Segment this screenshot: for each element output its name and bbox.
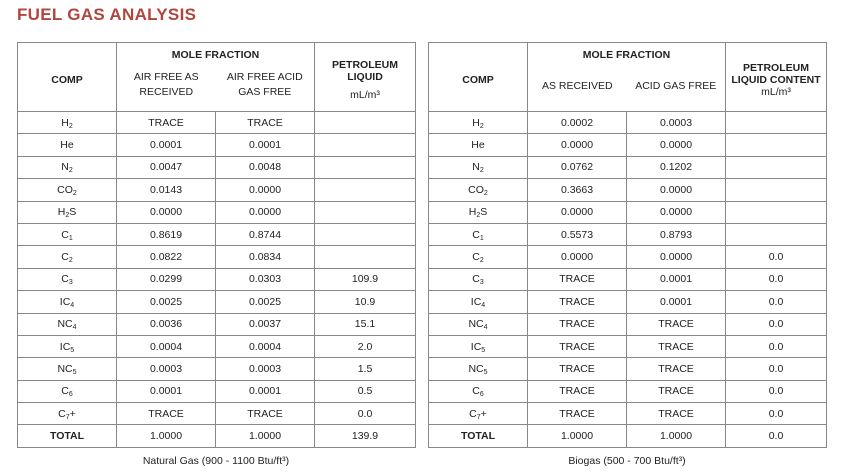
component-symbol: H bbox=[472, 116, 480, 129]
mole-fraction-cell-1: 0.0000 bbox=[528, 246, 627, 268]
petroleum-liquid-cell: 139.9 bbox=[315, 425, 416, 447]
component-symbol: IC bbox=[470, 340, 482, 353]
component-cell bbox=[18, 268, 117, 290]
component-symbol: C bbox=[472, 228, 480, 241]
mole-fraction-cell-2: TRACE bbox=[627, 380, 726, 402]
component-subscript: 3 bbox=[479, 279, 484, 287]
component-symbol: C bbox=[61, 385, 69, 398]
comp-header: COMP bbox=[429, 43, 528, 112]
col-air-free-acid-gas-free: AIR FREE ACID GAS FREE bbox=[216, 67, 315, 112]
component-subscript: 4 bbox=[481, 301, 486, 309]
mole-fraction-cell-2: TRACE bbox=[216, 112, 315, 134]
mole-fraction-cell-1: 0.3663 bbox=[528, 179, 627, 201]
component-subscript: 6 bbox=[68, 391, 73, 399]
comp-header: COMP bbox=[18, 43, 117, 112]
petroleum-liquid-cell bbox=[315, 223, 416, 245]
mole-fraction-cell-2: 0.8793 bbox=[627, 223, 726, 245]
mole-fraction-cell-1: 0.0299 bbox=[117, 268, 216, 290]
petroleum-liquid-cell bbox=[315, 134, 416, 156]
component-subscript: 6 bbox=[479, 391, 484, 399]
component-cell bbox=[18, 425, 117, 447]
table-row bbox=[429, 156, 827, 178]
petroleum-liquid-content-header bbox=[726, 43, 827, 112]
mole-fraction-cell-2: 0.0000 bbox=[216, 179, 315, 201]
mole-fraction-cell-2: 0.0001 bbox=[627, 268, 726, 290]
table-row bbox=[18, 134, 416, 156]
petroleum-liquid-cell: 0.0 bbox=[726, 291, 827, 313]
mole-fraction-cell-2: TRACE bbox=[627, 335, 726, 357]
petroleum-liquid-cell: 0.0 bbox=[315, 403, 416, 425]
component-suffix: S bbox=[480, 206, 488, 219]
table-row bbox=[429, 134, 827, 156]
table-row bbox=[429, 380, 827, 402]
col-as-received: AS RECEIVED bbox=[528, 67, 627, 112]
mole-fraction-cell-2: 0.0003 bbox=[216, 358, 315, 380]
table-row bbox=[18, 380, 416, 402]
component-cell bbox=[18, 201, 117, 223]
total-row bbox=[429, 425, 827, 447]
mole-fraction-cell-2: 1.0000 bbox=[627, 425, 726, 447]
mole-fraction-cell-1: TRACE bbox=[528, 380, 627, 402]
component-subscript: 1 bbox=[479, 234, 484, 242]
table-row bbox=[429, 291, 827, 313]
component-cell bbox=[18, 291, 117, 313]
mole-fraction-cell-1: 0.0001 bbox=[117, 134, 216, 156]
mole-fraction-cell-1: TRACE bbox=[528, 403, 627, 425]
mole-fraction-cell-2: 0.0001 bbox=[627, 291, 726, 313]
component-symbol: CO bbox=[57, 183, 73, 196]
component-symbol: CO bbox=[468, 183, 484, 196]
mole-fraction-cell-2: 0.0000 bbox=[627, 134, 726, 156]
component-cell bbox=[18, 313, 117, 335]
table-row bbox=[429, 112, 827, 134]
mole-fraction-cell-1: 0.0001 bbox=[117, 380, 216, 402]
petroleum-liquid-cell bbox=[315, 156, 416, 178]
table-row bbox=[18, 223, 416, 245]
table-row bbox=[429, 335, 827, 357]
table-row bbox=[429, 201, 827, 223]
component-subscript: 1 bbox=[68, 234, 73, 242]
component-symbol: C bbox=[472, 385, 480, 398]
petroleum-liquid-cell: 0.5 bbox=[315, 380, 416, 402]
component-cell bbox=[18, 134, 117, 156]
table-row bbox=[18, 291, 416, 313]
component-subscript: 4 bbox=[72, 324, 77, 332]
component-symbol: C bbox=[58, 407, 66, 420]
unit-label: mL/m³ bbox=[761, 86, 791, 98]
petroleum-liquid-cell: 0.0 bbox=[726, 268, 827, 290]
component-symbol: IC bbox=[59, 340, 71, 353]
mole-fraction-cell-2: 0.0025 bbox=[216, 291, 315, 313]
table-row bbox=[18, 313, 416, 335]
component-symbol: TOTAL bbox=[49, 430, 85, 443]
table-row bbox=[18, 358, 416, 380]
component-cell bbox=[18, 335, 117, 357]
mole-fraction-header: MOLE FRACTION bbox=[117, 43, 315, 67]
component-suffix: S bbox=[69, 206, 77, 219]
mole-fraction-cell-1: 0.0004 bbox=[117, 335, 216, 357]
natural-gas-caption: Natural Gas (900 - 1100 Btu/ft³) bbox=[142, 455, 290, 467]
component-symbol: H bbox=[468, 206, 477, 219]
mole-fraction-cell-1: 0.0047 bbox=[117, 156, 216, 178]
mole-fraction-cell-2: 0.0003 bbox=[627, 112, 726, 134]
component-symbol: C bbox=[472, 251, 480, 264]
mole-fraction-cell-2: 0.0000 bbox=[627, 179, 726, 201]
mole-fraction-cell-1: 0.8619 bbox=[117, 223, 216, 245]
table-row bbox=[18, 246, 416, 268]
petroleum-liquid-label: PETROLEUM LIQUID bbox=[332, 59, 398, 83]
mole-fraction-cell-2: TRACE bbox=[627, 403, 726, 425]
mole-fraction-cell-2: 0.0000 bbox=[627, 246, 726, 268]
component-subscript: 2 bbox=[479, 257, 484, 265]
component-cell bbox=[429, 358, 528, 380]
col-air-free-as-received: AIR FREE AS RECEIVED bbox=[117, 67, 216, 112]
mole-fraction-cell-2: 0.0001 bbox=[216, 134, 315, 156]
petroleum-liquid-cell bbox=[726, 112, 827, 134]
table-row bbox=[429, 179, 827, 201]
component-cell bbox=[429, 425, 528, 447]
component-cell bbox=[18, 246, 117, 268]
component-subscript: 5 bbox=[70, 346, 75, 354]
mole-fraction-cell-1: 0.0002 bbox=[528, 112, 627, 134]
component-symbol: C bbox=[61, 251, 69, 264]
table-row bbox=[18, 156, 416, 178]
petroleum-liquid-cell: 0.0 bbox=[726, 425, 827, 447]
mole-fraction-cell-2: 0.0303 bbox=[216, 268, 315, 290]
component-cell bbox=[18, 156, 117, 178]
component-symbol: NC bbox=[57, 318, 73, 331]
petroleum-liquid-cell: 0.0 bbox=[726, 358, 827, 380]
petroleum-liquid-cell: 109.9 bbox=[315, 268, 416, 290]
component-subscript: 2 bbox=[65, 212, 70, 220]
mole-fraction-cell-1: TRACE bbox=[117, 403, 216, 425]
component-subscript: 5 bbox=[481, 346, 486, 354]
mole-fraction-cell-2: TRACE bbox=[216, 403, 315, 425]
mole-fraction-cell-2: 0.1202 bbox=[627, 156, 726, 178]
component-cell bbox=[429, 380, 528, 402]
mole-fraction-cell-1: 1.0000 bbox=[117, 425, 216, 447]
mole-fraction-cell-1: TRACE bbox=[528, 358, 627, 380]
biogas-table bbox=[428, 42, 827, 448]
petroleum-liquid-content-label: PETROLEUM LIQUID CONTENT bbox=[731, 62, 821, 86]
biogas-rows bbox=[429, 112, 827, 448]
component-cell bbox=[18, 380, 117, 402]
component-symbol: H bbox=[57, 206, 66, 219]
mole-fraction-cell-2: 0.0834 bbox=[216, 246, 315, 268]
component-cell bbox=[429, 112, 528, 134]
total-row bbox=[18, 425, 416, 447]
petroleum-liquid-cell bbox=[315, 246, 416, 268]
table-row bbox=[18, 179, 416, 201]
petroleum-liquid-cell bbox=[315, 179, 416, 201]
mole-fraction-cell-1: 1.0000 bbox=[528, 425, 627, 447]
table-row bbox=[429, 358, 827, 380]
table-row bbox=[18, 335, 416, 357]
natural-gas-table bbox=[17, 42, 416, 448]
table-row bbox=[429, 223, 827, 245]
table-row bbox=[429, 403, 827, 425]
mole-fraction-cell-1: TRACE bbox=[528, 268, 627, 290]
page-title: FUEL GAS ANALYSIS bbox=[17, 5, 197, 24]
petroleum-liquid-cell bbox=[726, 201, 827, 223]
unit-label: mL/m³ bbox=[350, 89, 380, 101]
component-symbol: N bbox=[472, 161, 480, 174]
mole-fraction-cell-2: 0.0048 bbox=[216, 156, 315, 178]
petroleum-liquid-cell bbox=[726, 179, 827, 201]
mole-fraction-cell-1: 0.0000 bbox=[528, 134, 627, 156]
component-subscript: 5 bbox=[483, 368, 488, 376]
mole-fraction-cell-2: 0.0037 bbox=[216, 313, 315, 335]
mole-fraction-cell-2: 0.0000 bbox=[627, 201, 726, 223]
component-symbol: He bbox=[471, 139, 485, 152]
mole-fraction-cell-1: 0.0000 bbox=[528, 201, 627, 223]
component-subscript: 7 bbox=[476, 413, 481, 421]
component-subscript: 2 bbox=[68, 257, 73, 265]
component-subscript: 5 bbox=[72, 368, 77, 376]
component-cell bbox=[429, 268, 528, 290]
component-cell bbox=[18, 403, 117, 425]
petroleum-liquid-cell: 0.0 bbox=[726, 313, 827, 335]
mole-fraction-cell-1: 0.0000 bbox=[117, 201, 216, 223]
petroleum-liquid-cell bbox=[726, 156, 827, 178]
component-symbol: C bbox=[469, 407, 477, 420]
component-subscript: 2 bbox=[479, 122, 484, 130]
mole-fraction-cell-1: 0.0036 bbox=[117, 313, 216, 335]
petroleum-liquid-cell: 0.0 bbox=[726, 380, 827, 402]
component-cell bbox=[429, 223, 528, 245]
component-subscript: 4 bbox=[70, 301, 75, 309]
petroleum-liquid-cell: 1.5 bbox=[315, 358, 416, 380]
mole-fraction-cell-1: TRACE bbox=[528, 313, 627, 335]
component-symbol: C bbox=[61, 273, 69, 286]
mole-fraction-cell-2: 0.0004 bbox=[216, 335, 315, 357]
component-symbol: C bbox=[61, 228, 69, 241]
component-cell bbox=[429, 201, 528, 223]
component-cell bbox=[429, 291, 528, 313]
component-subscript: 2 bbox=[68, 167, 73, 175]
component-symbol: C bbox=[472, 273, 480, 286]
petroleum-liquid-cell: 0.0 bbox=[726, 403, 827, 425]
component-subscript: 2 bbox=[476, 212, 481, 220]
component-cell bbox=[18, 223, 117, 245]
mole-fraction-cell-1: 0.0822 bbox=[117, 246, 216, 268]
component-symbol: H bbox=[61, 116, 69, 129]
petroleum-liquid-cell bbox=[726, 223, 827, 245]
component-symbol: NC bbox=[468, 318, 484, 331]
component-subscript: 7 bbox=[65, 413, 70, 421]
component-subscript: 3 bbox=[68, 279, 73, 287]
petroleum-liquid-cell: 0.0 bbox=[726, 335, 827, 357]
biogas-caption: Biogas (500 - 700 Btu/ft³) bbox=[568, 455, 686, 467]
mole-fraction-cell-1: TRACE bbox=[117, 112, 216, 134]
component-cell bbox=[429, 335, 528, 357]
mole-fraction-cell-2: 1.0000 bbox=[216, 425, 315, 447]
component-cell bbox=[429, 156, 528, 178]
mole-fraction-header: MOLE FRACTION bbox=[528, 43, 726, 67]
component-cell bbox=[429, 134, 528, 156]
natural-gas-rows bbox=[18, 112, 416, 448]
component-symbol: IC bbox=[470, 295, 482, 308]
mole-fraction-cell-1: 0.0003 bbox=[117, 358, 216, 380]
table-row bbox=[18, 268, 416, 290]
mole-fraction-cell-1: TRACE bbox=[528, 291, 627, 313]
component-cell bbox=[429, 246, 528, 268]
component-cell bbox=[18, 358, 117, 380]
table-row bbox=[18, 112, 416, 134]
petroleum-liquid-cell bbox=[726, 134, 827, 156]
mole-fraction-cell-1: 0.0762 bbox=[528, 156, 627, 178]
petroleum-liquid-cell: 15.1 bbox=[315, 313, 416, 335]
table-row bbox=[18, 201, 416, 223]
component-suffix: + bbox=[69, 407, 76, 420]
component-cell bbox=[429, 403, 528, 425]
petroleum-liquid-cell: 10.9 bbox=[315, 291, 416, 313]
component-symbol: N bbox=[61, 161, 69, 174]
table-row bbox=[429, 313, 827, 335]
table-row bbox=[429, 246, 827, 268]
component-cell bbox=[18, 179, 117, 201]
petroleum-liquid-cell: 0.0 bbox=[726, 246, 827, 268]
component-subscript: 2 bbox=[483, 189, 488, 197]
mole-fraction-cell-2: TRACE bbox=[627, 358, 726, 380]
mole-fraction-cell-2: 0.8744 bbox=[216, 223, 315, 245]
table-row bbox=[18, 403, 416, 425]
petroleum-liquid-cell bbox=[315, 201, 416, 223]
component-symbol: IC bbox=[59, 295, 71, 308]
mole-fraction-cell-1: 0.0025 bbox=[117, 291, 216, 313]
mole-fraction-cell-2: TRACE bbox=[627, 313, 726, 335]
mole-fraction-cell-1: 0.5573 bbox=[528, 223, 627, 245]
petroleum-liquid-cell bbox=[315, 112, 416, 134]
component-cell bbox=[429, 179, 528, 201]
mole-fraction-cell-2: 0.0001 bbox=[216, 380, 315, 402]
component-subscript: 2 bbox=[68, 122, 73, 130]
component-symbol: He bbox=[60, 139, 74, 152]
petroleum-liquid-header bbox=[315, 43, 416, 112]
component-subscript: 2 bbox=[72, 189, 77, 197]
component-symbol: NC bbox=[468, 362, 484, 375]
component-cell bbox=[429, 313, 528, 335]
mole-fraction-cell-1: 0.0143 bbox=[117, 179, 216, 201]
table-row bbox=[429, 268, 827, 290]
component-symbol: NC bbox=[57, 362, 73, 375]
component-suffix: + bbox=[480, 407, 487, 420]
component-cell bbox=[18, 112, 117, 134]
petroleum-liquid-cell: 2.0 bbox=[315, 335, 416, 357]
col-acid-gas-free: ACID GAS FREE bbox=[627, 67, 726, 112]
mole-fraction-cell-1: TRACE bbox=[528, 335, 627, 357]
mole-fraction-cell-2: 0.0000 bbox=[216, 201, 315, 223]
component-subscript: 2 bbox=[479, 167, 484, 175]
component-symbol: TOTAL bbox=[460, 430, 496, 443]
component-subscript: 4 bbox=[483, 324, 488, 332]
